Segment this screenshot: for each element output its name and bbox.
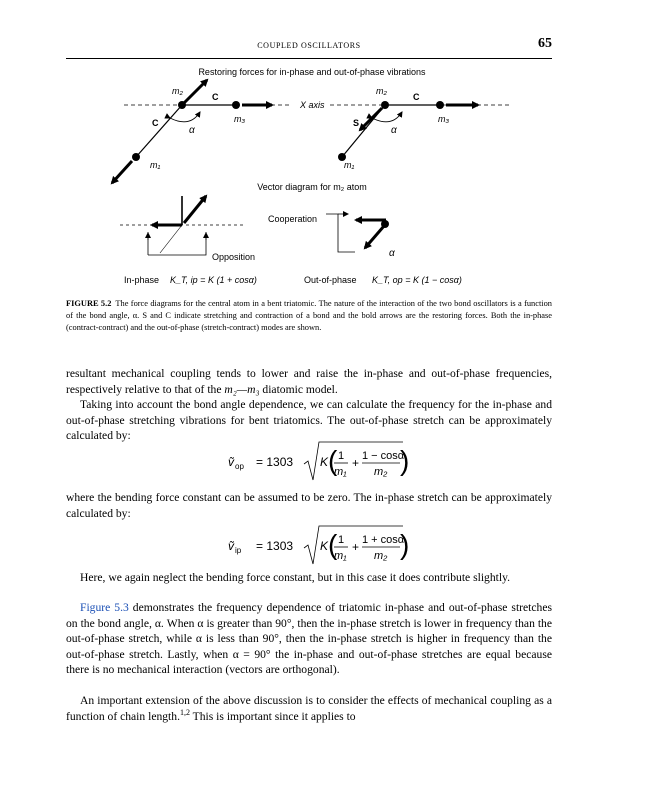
- paragraph-1-text: resultant mechanical coupling tends to lower and raise the in-phase and out-of-phase frequencies, respectively relative to that of the: [66, 367, 552, 396]
- atom-m3: [232, 101, 240, 109]
- label-m2: m₂: [376, 86, 387, 96]
- bond-m1-m2: [136, 105, 182, 157]
- cooperation-label: Cooperation: [268, 214, 318, 224]
- atom-m2: [381, 220, 389, 228]
- cooperation-bracket: [326, 214, 355, 252]
- eq2-paren-open: (: [328, 529, 338, 560]
- outphase-formula: K_T, op = K (1 − cosα): [372, 275, 462, 285]
- eq1-coeff: = 1303: [256, 455, 294, 469]
- vector-diagram-title: Vector diagram for m₂ atom: [257, 182, 367, 192]
- eq2-coeff: = 1303: [256, 539, 294, 553]
- eq1-paren-open: (: [328, 445, 338, 476]
- paragraph-6: [66, 693, 552, 724]
- x-axis-label: X axis: [300, 100, 325, 110]
- label-s: S: [353, 118, 360, 128]
- eq1-plus: +: [352, 456, 360, 470]
- eq2-paren-close: ): [400, 529, 410, 560]
- label-alpha: α: [391, 125, 397, 136]
- atom-m3: [436, 101, 444, 109]
- reference-1-2[interactable]: 1,2: [179, 707, 190, 717]
- equation-out-of-phase: [228, 440, 428, 486]
- force-arrow-down-left: [360, 108, 382, 130]
- figure-title: Restoring forces for in-phase and out-of-phase vibrations: [198, 67, 426, 77]
- paragraph-4: Here, we again neglect the bending force constant, but in this case it does contribute slightly.: [80, 571, 511, 584]
- force-arrow-up: [184, 80, 207, 103]
- paragraph-3: where the bending force constant can be assumed to be zero. The in-phase stretch can be approximately calculated by:: [66, 491, 552, 520]
- outphase-molecule: [338, 86, 478, 170]
- eq2-d1: m₁: [334, 550, 347, 562]
- eq1-lhs: ṽ: [228, 455, 234, 469]
- paragraph-6-end: This is important since it applies to: [189, 709, 356, 723]
- vector-diagonal: [184, 196, 206, 223]
- running-head: COUPLED OSCILLATORS: [257, 41, 361, 50]
- eq1-n1: 1: [338, 450, 345, 462]
- outphase-label: Out-of-phase: [304, 275, 357, 285]
- eq2-lhs-sub: ip: [235, 546, 242, 555]
- inphase-label: In-phase: [124, 275, 160, 285]
- caption-label: FIGURE 5.2: [66, 299, 112, 308]
- atom-m1: [132, 153, 140, 161]
- opposition-label: Opposition: [212, 252, 256, 262]
- label-c-left: C: [152, 118, 159, 128]
- eq1-lhs-sub: op: [235, 462, 244, 471]
- equation-in-phase: [228, 524, 428, 570]
- alpha-label: α: [389, 248, 395, 259]
- eq1-n2: 1 − cosα: [362, 450, 405, 462]
- paragraph-1-model: m₂—m₃: [224, 382, 260, 396]
- eq2-n1: 1: [338, 534, 345, 546]
- paragraph-2: Taking into account the bond angle dependence, we can calculate the frequency for the in-phase and out-of-phase stretching vibrations for bent triatomics. The out-of-phase stretch can be approximately calculated by:: [66, 398, 552, 443]
- inphase-molecule: [112, 80, 272, 183]
- label-m3: m₃: [234, 114, 246, 124]
- eq2-plus: +: [352, 540, 360, 554]
- figure-5-2: [0, 0, 648, 300]
- label-m3: m₃: [438, 114, 450, 124]
- inphase-formula: K_T, ip = K (1 + cosα): [170, 275, 257, 285]
- paragraph-1: [66, 366, 552, 397]
- eq2-k: K: [320, 539, 329, 553]
- paragraph-5-text: demonstrates the frequency dependence of triatomic in-phase and out-of-phase stretches on the bond angle, α. When α is greater than 90°, then the in-phase stretch is lower in frequency than the out-of-phase stretch, while α is less than 90°, then the in-phase stretch is higher in frequency than the out-of-phase stretch. Lastly, when α = 90° the in-phase and out-of-phase stretches are equal because there is no mechanical interaction (vectors are orthogonal).: [66, 601, 552, 677]
- label-m1: m₁: [150, 160, 161, 170]
- paragraph-6-text: An important extension of the above discussion is to consider the effects of mechanical coupling as a function of chain length.: [66, 694, 552, 723]
- caption-text: The force diagrams for the central atom in a bent triatomic. The nature of the interaction of the two bond oscillators is a function of the bond angle, α. S and C indicate stretching and contraction of a bond and the bold arrows are the restoring forces. Both the in-phase (contract-contract) and the out-of-phase (stretch-contract) modes are shown.: [66, 299, 552, 333]
- paragraph-5: [66, 600, 552, 678]
- eq1-d1: m₁: [334, 466, 347, 478]
- eq1-k: K: [320, 455, 329, 469]
- label-alpha: α: [189, 125, 195, 136]
- opposition-bracket: [148, 232, 206, 255]
- figure-caption: [66, 298, 552, 335]
- resultant-line: [160, 225, 182, 253]
- eq1-paren-close: ): [400, 445, 410, 476]
- outphase-vector-diagram: [268, 214, 395, 259]
- figure-5-3-link[interactable]: Figure 5.3: [80, 601, 129, 614]
- force-arrow-down: [112, 161, 132, 183]
- label-c-top: C: [212, 92, 219, 102]
- vector-diagonal: [365, 226, 384, 248]
- inphase-vector-diagram: [120, 196, 255, 262]
- label-c: C: [413, 92, 420, 102]
- label-m2: m₂: [172, 86, 183, 96]
- paragraph-1-end: diatomic model.: [259, 382, 338, 396]
- atom-m2: [381, 101, 389, 109]
- eq2-d2: m₂: [374, 550, 388, 562]
- eq2-n2: 1 + cosα: [362, 534, 405, 546]
- page-number: 65: [538, 36, 552, 51]
- label-m1: m₁: [344, 160, 355, 170]
- eq1-d2: m₂: [374, 466, 388, 478]
- eq2-lhs: ṽ: [228, 539, 234, 553]
